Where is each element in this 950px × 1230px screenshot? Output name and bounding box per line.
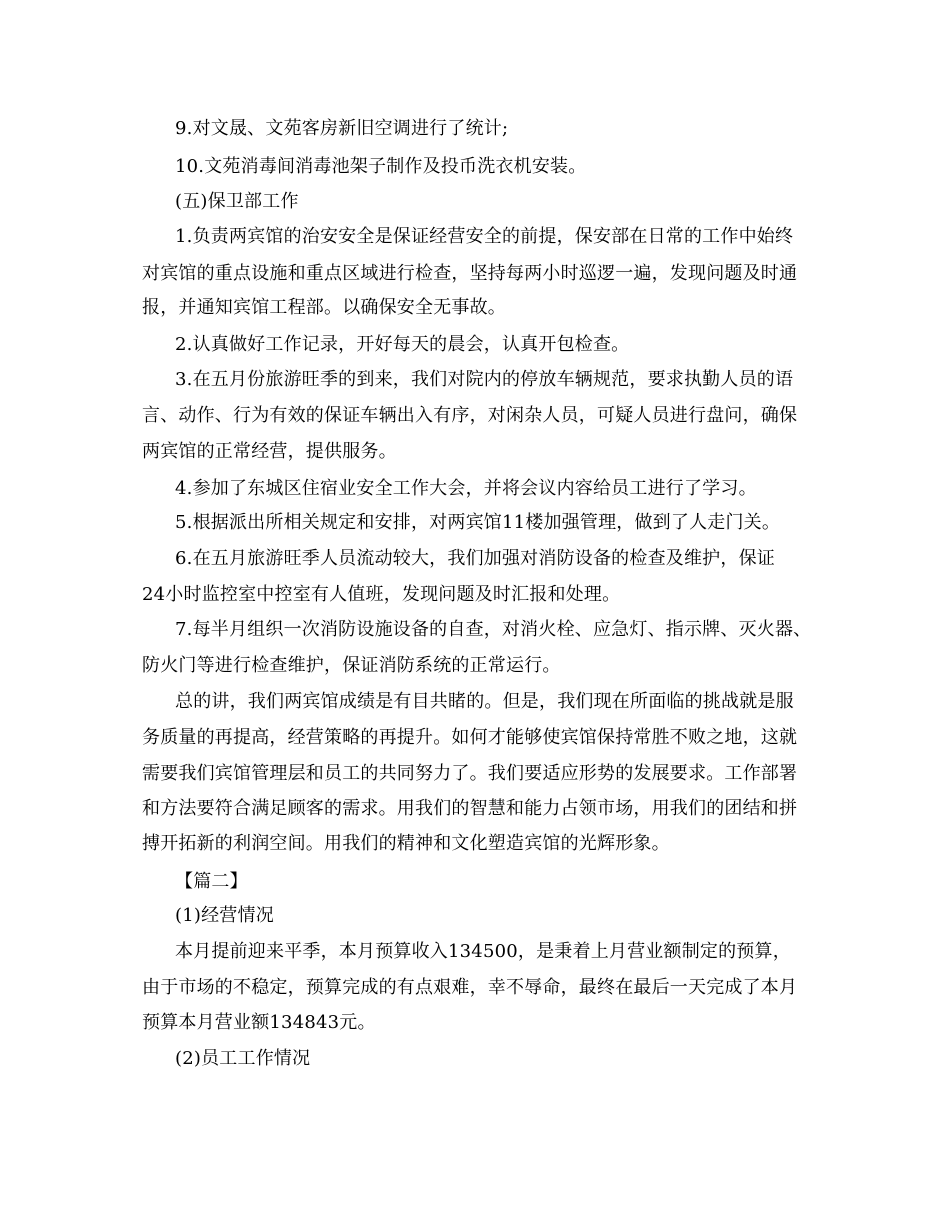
text-line: 防火门等进行检查维护，保证消防系统的正常运行。: [142, 655, 561, 676]
text-line: 需要我们宾馆管理层和员工的共同努力了。我们要适应形势的发展要求。工作部署: [142, 763, 798, 784]
text-line: 24小时监控室中控室有人值班，发现问题及时汇报和处理。: [142, 584, 621, 605]
text-line: 9.对文晟、文苑客房新旧空调进行了统计;: [175, 118, 509, 139]
text-line: 报，并通知宾馆工程部。以确保安全无事故。: [142, 297, 506, 318]
section-heading: (2)员工工作情况: [175, 1048, 311, 1069]
text-line: 1.负责两宾馆的治安安全是保证经营安全的前提，保安部在日常的工作中始终: [175, 226, 794, 247]
text-line: 由于市场的不稳定，预算完成的有点艰难，幸不辱命，最终在最后一天完成了本月: [142, 977, 798, 998]
text-line: 总的讲，我们两宾馆成绩是有目共睹的。但是，我们现在所面临的挑战就是服: [175, 691, 794, 712]
text-line: 务质量的再提高，经营策略的再提升。如何才能够使宾馆保持常胜不败之地，这就: [142, 727, 798, 748]
text-line: 对宾馆的重点设施和重点区域进行检查，坚持每两小时巡逻一遍，发现问题及时通: [142, 263, 798, 284]
text-line: 搏开拓新的利润空间。用我们的精神和文化塑造宾馆的光辉形象。: [142, 833, 670, 854]
section-heading: 【篇二】: [175, 871, 248, 892]
text-line: 4.参加了东城区住宿业安全工作大会，并将会议内容给员工进行了学习。: [175, 478, 757, 499]
section-heading: (五)保卫部工作: [175, 191, 299, 212]
text-line: 7.每半月组织一次消防设施设备的自查，对消火栓、应急灯、指示牌、灭火器、: [175, 619, 812, 640]
text-line: 3.在五月份旅游旺季的到来，我们对院内的停放车辆规范，要求执勤人员的语: [175, 369, 794, 390]
text-line: 预算本月营业额134843元。: [142, 1012, 376, 1033]
text-line: 6.在五月旅游旺季人员流动较大，我们加强对消防设备的检查及维护，保证: [175, 548, 775, 569]
text-line: 和方法要符合满足顾客的需求。用我们的智慧和能力占领市场，用我们的团结和拼: [142, 798, 798, 819]
text-line: 5.根据派出所相关规定和安排，对两宾馆11楼加强管理，做到了人走门关。: [175, 512, 781, 533]
text-line: 言、动作、行为有效的保证车辆出入有序，对闲杂人员，可疑人员进行盘问，确保: [142, 405, 798, 426]
text-line: 2.认真做好工作记录，开好每天的晨会，认真开包检查。: [175, 334, 630, 355]
section-heading: (1)经营情况: [175, 905, 274, 926]
text-line: 本月提前迎来平季，本月预算收入134500，是秉着上月营业额制定的预算，: [175, 941, 791, 962]
text-line: 10.文苑消毒间消毒池架子制作及投币洗衣机安装。: [175, 156, 587, 177]
text-line: 两宾馆的正常经营，提供服务。: [142, 441, 397, 462]
